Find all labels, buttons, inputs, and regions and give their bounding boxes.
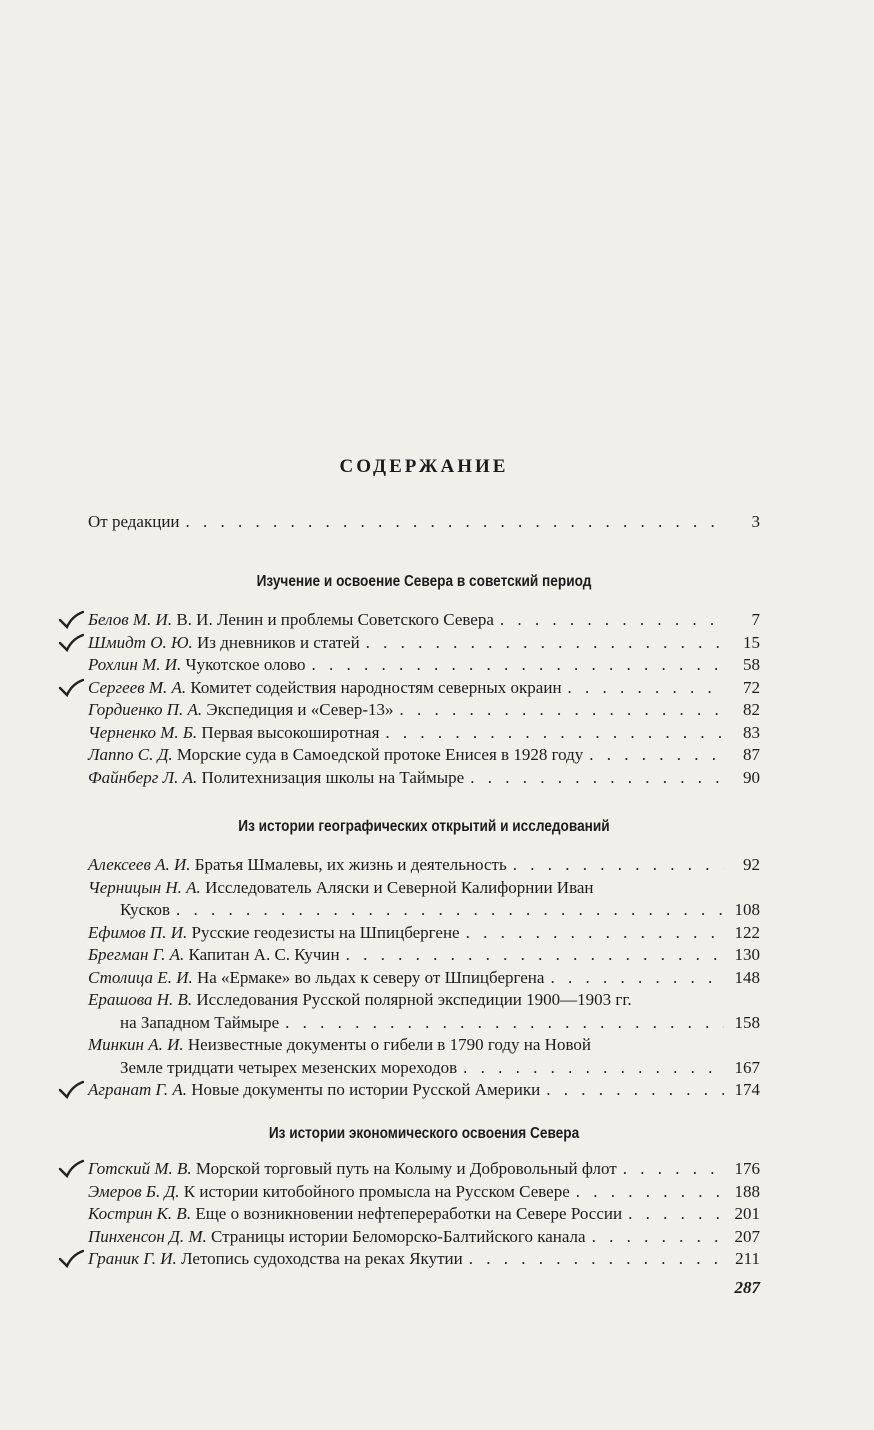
entry-page: 72 xyxy=(743,677,760,697)
dot-leader xyxy=(589,745,724,765)
toc-entry xyxy=(88,610,760,633)
checkmark-icon xyxy=(58,1249,84,1269)
entry-author: Столица Е. И. xyxy=(88,967,193,987)
entry-title: Комитет содействия народностям северных окраин xyxy=(190,677,562,697)
entry-title: Первая высокоширотная xyxy=(201,722,380,742)
entry-title: К истории китобойного промысла на Русском Севере xyxy=(183,1181,570,1201)
toc-entry xyxy=(88,723,760,746)
toc-entry xyxy=(88,655,760,678)
dot-leader xyxy=(550,968,724,988)
entry-page: 108 xyxy=(734,900,760,919)
entry-page: 92 xyxy=(743,855,760,874)
entry-title: Капитан А. С. Кучин xyxy=(188,945,340,964)
entry-title: На «Ермаке» во льдах к северу от Шпицбергена xyxy=(196,967,545,987)
dot-leader xyxy=(466,923,724,943)
toc-entry xyxy=(88,990,760,1013)
dot-leader xyxy=(568,678,724,698)
entry-author: Минкин А. И. xyxy=(88,1035,184,1054)
entry-page: 122 xyxy=(734,922,760,942)
toc-entry xyxy=(88,923,760,946)
section-list xyxy=(88,610,760,790)
entry-author: Алексеев А. И. xyxy=(88,855,191,874)
entry-title: Новые документы по истории Русской Америки xyxy=(191,1080,541,1099)
entry-page: 211 xyxy=(735,1249,760,1268)
dot-leader xyxy=(186,512,724,532)
entry-page: 83 xyxy=(743,722,760,742)
dot-leader xyxy=(399,700,724,720)
entry-page: 201 xyxy=(734,1204,760,1223)
dot-leader xyxy=(470,768,724,788)
dot-leader xyxy=(469,1249,724,1269)
entry-page: 176 xyxy=(734,1159,760,1178)
checkmark-icon xyxy=(58,1080,84,1100)
entry-page: 130 xyxy=(734,945,760,964)
dot-leader xyxy=(285,1013,724,1033)
entry-page: 3 xyxy=(751,512,760,531)
entry-title: От редакции xyxy=(88,512,180,531)
entry-page: 158 xyxy=(734,1012,760,1032)
dot-leader xyxy=(463,1058,724,1078)
entry-title: Экспедиция и «Север-13» xyxy=(206,700,394,719)
dot-leader xyxy=(592,1227,724,1247)
entry-author: Брегман Г. А. xyxy=(88,945,185,964)
section-list xyxy=(88,1159,760,1272)
entry-author: Ефимов П. И. xyxy=(88,922,188,942)
toc-entry xyxy=(88,1080,760,1103)
entry-title-continued: Земле тридцати четырех мезенских мореходов xyxy=(120,1057,458,1077)
toc-title: СОДЕРЖАНИЕ xyxy=(339,456,509,477)
entry-author: Эмеров Б. Д. xyxy=(88,1181,180,1201)
toc-entry xyxy=(88,745,760,768)
section-heading: Изучение и освоение Севера в советский период xyxy=(256,573,592,590)
entry-title: Исследования Русской полярной экспедиции 1900—1903 гг. xyxy=(196,990,632,1009)
entry-page: 87 xyxy=(743,745,760,764)
entry-author: Шмидт О. Ю. xyxy=(88,632,193,652)
entry-author: Пинхенсон Д. М. xyxy=(88,1226,207,1246)
entry-title-continued: на Западном Таймыре xyxy=(120,1012,280,1032)
entry-title: Летопись судоходства на реках Якутии xyxy=(181,1249,463,1268)
entry-author: Сергеев М. А. xyxy=(88,677,187,697)
section-heading: Из истории экономического освоения Севера xyxy=(268,1125,580,1142)
entry-title: Морской торговый путь на Колыму и Добровольный флот xyxy=(195,1159,617,1178)
entry-page: 167 xyxy=(734,1057,760,1077)
entry-title: В. И. Ленин и проблемы Советского Севера xyxy=(176,610,494,629)
entry-title: Исследователь Аляски и Северной Калифорнии Иван xyxy=(205,877,594,897)
entry-author: Готский М. В. xyxy=(88,1159,192,1178)
dot-leader xyxy=(628,1204,724,1224)
dot-leader xyxy=(513,855,724,875)
entry-author: Черненко М. Б. xyxy=(88,722,198,742)
dot-leader xyxy=(500,610,724,630)
entry-author: Граник Г. И. xyxy=(88,1249,177,1268)
entry-author: Файнберг Л. А. xyxy=(88,767,198,787)
entry-title: Чукотское олово xyxy=(185,655,306,674)
checkmark-icon xyxy=(58,610,84,630)
toc-entry xyxy=(88,1159,760,1182)
entry-author: Гордиенко П. А. xyxy=(88,700,203,719)
toc-entry xyxy=(88,678,760,701)
entry-author: Черницын Н. А. xyxy=(88,877,201,897)
checkmark-icon xyxy=(58,678,84,698)
dot-leader xyxy=(623,1159,724,1179)
entry-title: Еще о возникновении нефтепереработки на Севере России xyxy=(195,1204,623,1223)
entry-page: 15 xyxy=(743,632,760,652)
toc-entry xyxy=(88,1249,760,1272)
toc-entry xyxy=(88,968,760,991)
toc-entry xyxy=(88,633,760,656)
toc-entry xyxy=(88,1204,760,1227)
entry-author: Агранат Г. А. xyxy=(88,1080,188,1099)
section-heading: Из истории географических открытий и исследований xyxy=(238,818,610,835)
entry-author: Белов М. И. xyxy=(88,610,173,629)
dot-leader xyxy=(346,945,724,965)
dot-leader xyxy=(176,900,724,920)
section-list xyxy=(88,855,760,1103)
entry-title: Из дневников и статей xyxy=(197,632,360,652)
toc-entry xyxy=(88,878,760,901)
entry-title-continued: Кусков xyxy=(120,900,171,919)
toc-entry xyxy=(88,1227,760,1250)
entry-author: Рохлин М. И. xyxy=(88,655,182,674)
entry-page: 82 xyxy=(743,700,760,719)
dot-leader xyxy=(312,655,725,675)
toc-entry-continuation xyxy=(88,1013,760,1036)
checkmark-icon xyxy=(58,633,84,653)
entry-page: 174 xyxy=(734,1080,760,1099)
entry-title: Неизвестные документы о гибели в 1790 году на Новой xyxy=(187,1035,591,1054)
entry-title: Братья Шмалевы, их жизнь и деятельность xyxy=(194,855,507,874)
entry-title: Морские суда в Самоедской протоке Енисея в 1928 году xyxy=(176,745,584,764)
toc-entry-continuation xyxy=(88,900,760,923)
entry-page: 90 xyxy=(743,767,760,787)
toc-entry xyxy=(88,700,760,723)
checkmark-icon xyxy=(58,1159,84,1179)
entry-author: Кострин К. В. xyxy=(88,1204,192,1223)
entry-title: Политехнизация школы на Таймыре xyxy=(201,767,465,787)
entry-page: 148 xyxy=(734,967,760,987)
entry-page: 207 xyxy=(734,1226,760,1246)
entry-author: Лаппо С. Д. xyxy=(88,745,173,764)
entry-page: 58 xyxy=(743,655,760,674)
entry-page: 7 xyxy=(751,610,760,629)
toc-entry xyxy=(88,855,760,878)
entry-author: Ерашова Н. В. xyxy=(88,990,193,1009)
toc-entry xyxy=(88,1035,760,1058)
dot-leader xyxy=(576,1182,724,1202)
dot-leader xyxy=(385,723,724,743)
toc-entry xyxy=(88,945,760,968)
dot-leader xyxy=(366,633,724,653)
dot-leader xyxy=(546,1080,724,1100)
toc-entry xyxy=(88,1182,760,1205)
intro-entry xyxy=(88,512,760,535)
entry-title: Страницы истории Беломорско-Балтийского канала xyxy=(211,1226,586,1246)
page-number: 287 xyxy=(734,1278,760,1297)
entry-page: 188 xyxy=(734,1181,760,1201)
entry-title: Русские геодезисты на Шпицбергене xyxy=(191,922,460,942)
toc-entry-continuation xyxy=(88,1058,760,1081)
toc-entry xyxy=(88,768,760,791)
